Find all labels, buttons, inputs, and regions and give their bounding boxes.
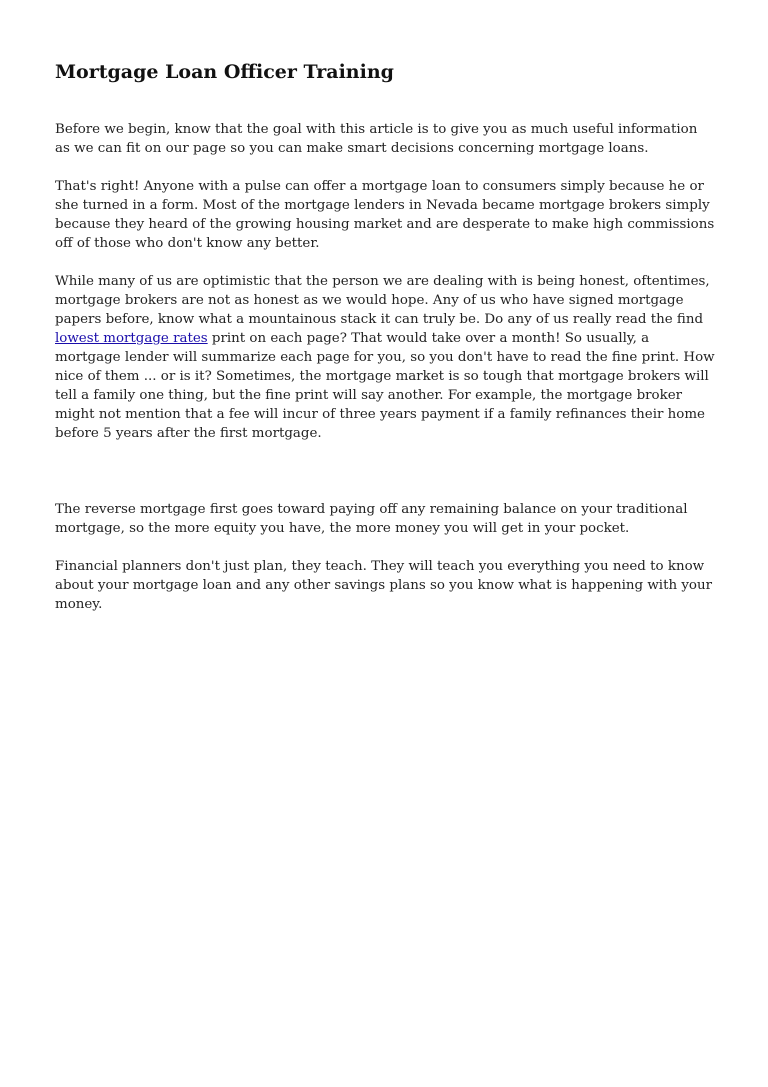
paragraph-fine-print-text-before: While many of us are optimistic that the person we are dealing with is being honest, oftentimes, mortgage brokers are not as honest as we would hope. Any of us who have signed mortgage papers before, know what a mountainous stack it can truly be. Do any of us really read the find — [55, 274, 710, 327]
paragraph-reverse-mortgage: The reverse mortgage first goes toward paying off any remaining balance on your traditional mortgage, so the more equity you have, the more money you will get in your pocket. — [55, 502, 688, 536]
document-page — [55, 58, 715, 614]
document-title: Mortgage Loan Officer Training — [55, 61, 394, 83]
paragraph-pulse: That's right! Anyone with a pulse can offer a mortgage loan to consumers simply because he or she turned in a form. Most of the mortgage lenders in Nevada became mortgage brokers simply because they heard of the growing housing market and are desperate to make high commissions off of those who don't know any better. — [55, 179, 715, 251]
paragraph-fine-print — [55, 272, 715, 443]
paragraph-fine-print-text-after: print on each page? That would take over a month! So usually, a mortgage lender will summarize each page for you, so you don't have to read the fine print. How nice of them ... or is it? Sometimes, the mortgage market is so tough that mortgage brokers will tell a family one thing, but the fine print will say another. For example, the mortgage broker might not mention that a fee will incur of three years payment if a family refinances their home before 5 years after the first mortgage. — [55, 331, 715, 441]
lowest-mortgage-rates-link[interactable]: lowest mortgage rates — [55, 331, 208, 346]
paragraph-financial-planners: Financial planners don't just plan, they teach. They will teach you everything you need to know about your mortgage loan and any other savings plans so you know what is happening with your money. — [55, 559, 713, 612]
paragraph-intro: Before we begin, know that the goal with this article is to give you as much useful information as we can fit on our page so you can make smart decisions concerning mortgage loans. — [55, 122, 698, 156]
